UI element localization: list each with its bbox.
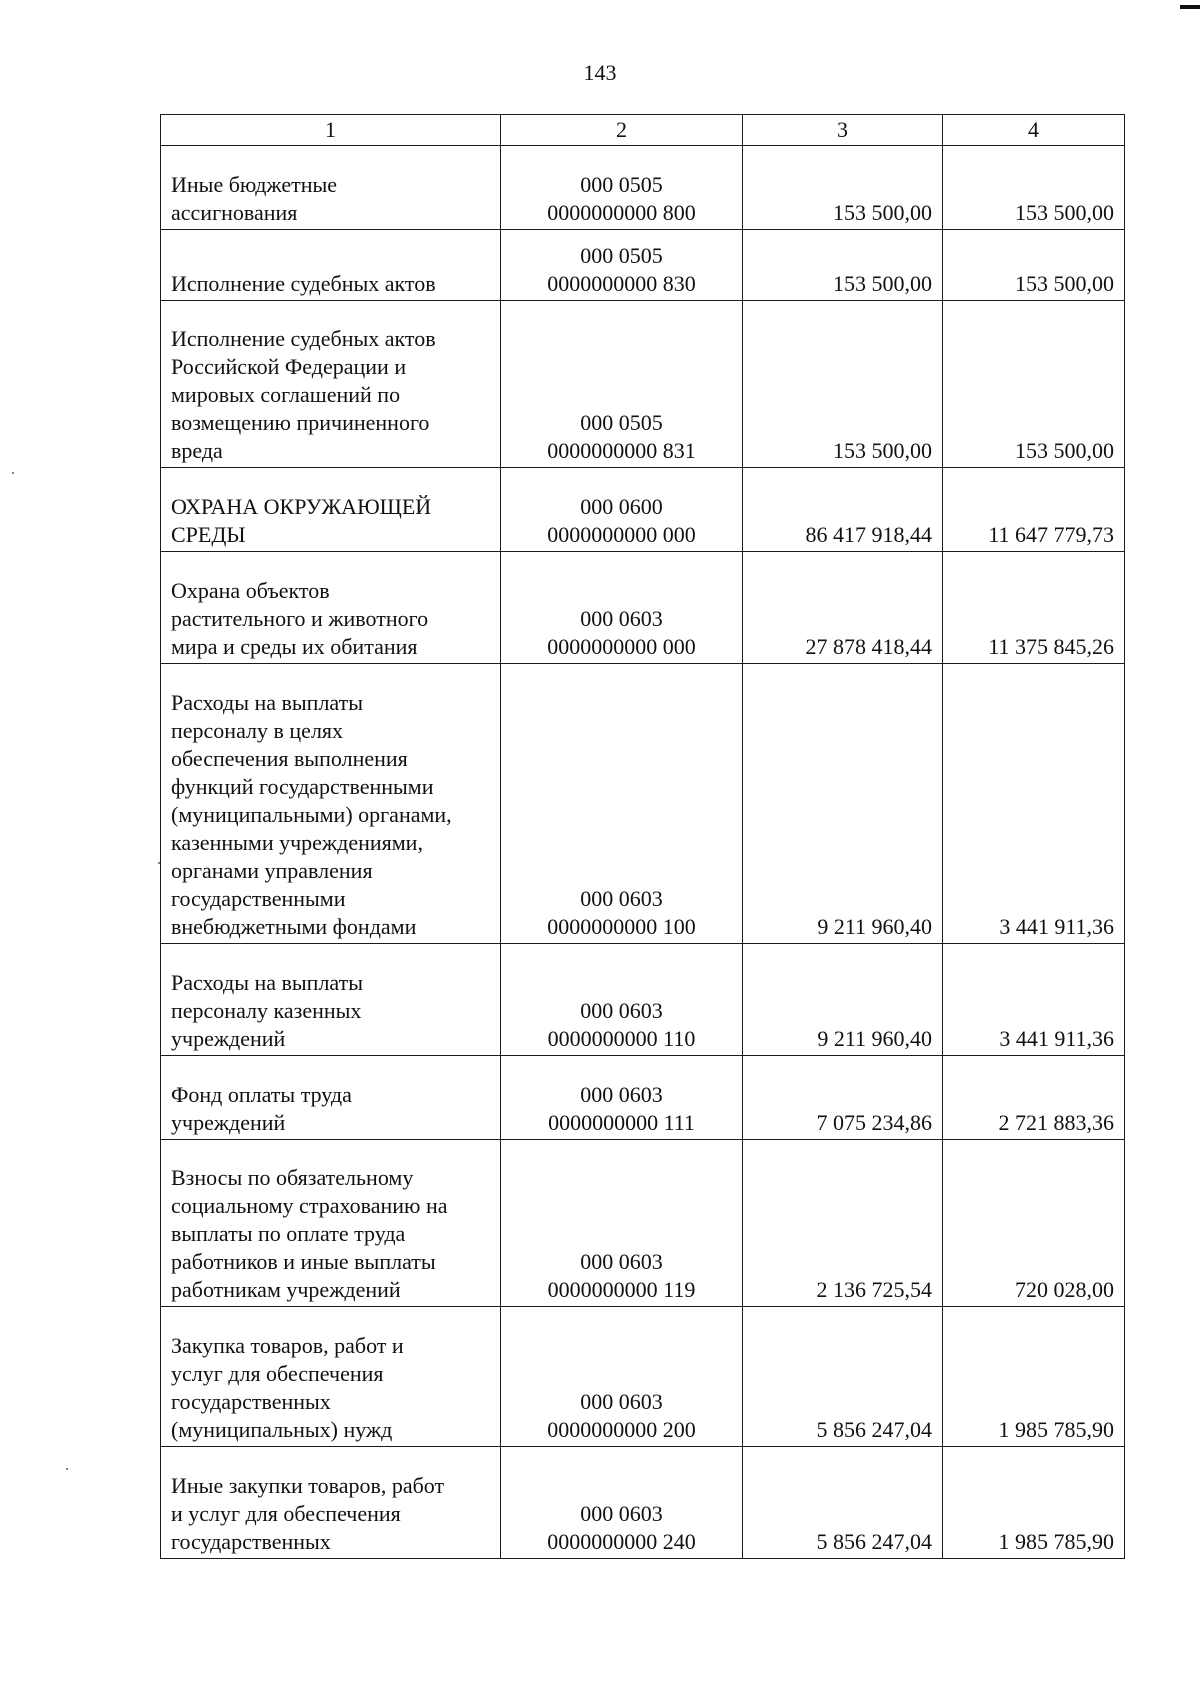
budget-code-cell (501, 1447, 743, 1559)
item-name-cell (161, 552, 501, 664)
budget-code-cell (501, 944, 743, 1056)
item-name-line: Исполнение судебных актов (171, 326, 436, 351)
item-name-line: государственными (171, 886, 346, 911)
amount-col4-cell: 1 985 785,90 (943, 1307, 1125, 1447)
amount-col3-cell: 9 211 960,40 (743, 944, 943, 1056)
table-row (161, 552, 1125, 664)
amount-col4-cell: 153 500,00 (943, 146, 1125, 230)
item-name-line: Закупка товаров, работ и (171, 1333, 404, 1358)
item-name-line: (муниципальных) нужд (171, 1417, 393, 1442)
amount-col4-cell: 153 500,00 (943, 301, 1125, 468)
table-row (161, 146, 1125, 230)
budget-code-line: 0000000000 200 (547, 1417, 696, 1442)
budget-code-line: 0000000000 100 (547, 914, 696, 939)
item-name-line: государственных (171, 1389, 331, 1414)
table-row (161, 1056, 1125, 1140)
amount-col4-cell: 11 647 779,73 (943, 468, 1125, 552)
amount-col3-cell: 7 075 234,86 (743, 1056, 943, 1140)
budget-code-line: 0000000000 830 (547, 271, 696, 296)
header-cell-2: 2 (501, 115, 743, 146)
amount-col4-cell: 3 441 911,36 (943, 944, 1125, 1056)
amount-col3-cell: 5 856 247,04 (743, 1307, 943, 1447)
item-name-line: внебюджетными фондами (171, 914, 417, 939)
budget-code-line: 000 0603 (580, 1501, 663, 1526)
item-name-line: учреждений (171, 1110, 286, 1135)
budget-code-line: 000 0603 (580, 886, 663, 911)
item-name-line: Расходы на выплаты (171, 690, 364, 715)
budget-code-line: 0000000000 831 (547, 438, 696, 463)
item-name-line: казенными учреждениями, (171, 830, 423, 855)
budget-code-line: 0000000000 110 (547, 1026, 696, 1051)
amount-col3-cell: 153 500,00 (743, 146, 943, 230)
item-name-line: учреждений (171, 1026, 286, 1051)
item-name-line: выплаты по оплате труда (171, 1221, 406, 1246)
budget-code-cell (501, 664, 743, 944)
item-name-line: Иные закупки товаров, работ (171, 1473, 445, 1498)
budget-code-line: 000 0505 (580, 410, 663, 435)
header-row (161, 115, 1125, 146)
item-name-line: персоналу в целях (171, 718, 344, 743)
item-name-line: мира и среды их обитания (171, 634, 418, 659)
budget-code-line: 000 0603 (580, 1249, 663, 1274)
amount-col4-cell: 1 985 785,90 (943, 1447, 1125, 1559)
budget-code-cell (501, 1307, 743, 1447)
amount-col4-cell: 153 500,00 (943, 230, 1125, 301)
budget-table (160, 114, 1125, 1559)
budget-code-line: 0000000000 240 (547, 1529, 696, 1554)
budget-code-line: 000 0505 (580, 243, 663, 268)
amount-col3-cell: 153 500,00 (743, 230, 943, 301)
budget-code-line: 0000000000 000 (547, 634, 696, 659)
amount-col4-cell: 3 441 911,36 (943, 664, 1125, 944)
item-name-cell (161, 664, 501, 944)
item-name-line: Охрана объектов (171, 578, 330, 603)
item-name-line: работникам учреждений (171, 1277, 401, 1302)
item-name-line: Фонд оплаты труда (171, 1082, 352, 1107)
item-name-line: государственных (171, 1529, 331, 1554)
item-name-cell (161, 1140, 501, 1307)
item-name-line: ОХРАНА ОКРУЖАЮЩЕЙ (171, 494, 432, 519)
table-row (161, 301, 1125, 468)
item-name-line: социальному страхованию на (171, 1193, 448, 1218)
table-header (161, 115, 1125, 146)
table-body (161, 146, 1125, 1559)
amount-col3-cell: 86 417 918,44 (743, 468, 943, 552)
budget-code-line: 0000000000 111 (548, 1110, 695, 1135)
item-name-cell (161, 1307, 501, 1447)
item-name-line: мировых соглашений по (171, 382, 401, 407)
budget-code-line: 000 0603 (580, 606, 663, 631)
budget-code-line: 000 0603 (580, 1389, 663, 1414)
table-row (161, 664, 1125, 944)
item-name-line: услуг для обеспечения (171, 1361, 384, 1386)
budget-code-line: 000 0603 (580, 1082, 663, 1107)
item-name-cell (161, 1056, 501, 1140)
item-name-line: органами управления (171, 858, 373, 883)
item-name-cell (161, 468, 501, 552)
budget-code-cell (501, 301, 743, 468)
budget-code-line: 0000000000 800 (547, 200, 696, 225)
budget-code-line: 000 0505 (580, 172, 663, 197)
table-row (161, 1140, 1125, 1307)
budget-code-line: 000 0603 (580, 998, 663, 1023)
table-row (161, 230, 1125, 301)
amount-col3-cell: 2 136 725,54 (743, 1140, 943, 1307)
page-number: 143 (583, 60, 617, 85)
item-name-line: обеспечения выполнения (171, 746, 408, 771)
item-name-cell (161, 230, 501, 301)
scan-edge-mark (1180, 5, 1200, 9)
amount-col3-cell: 27 878 418,44 (743, 552, 943, 664)
item-name-line: ассигнования (171, 200, 298, 225)
item-name-line: Российской Федерации и (171, 354, 407, 379)
scan-speck (66, 1468, 68, 1470)
item-name-line: Иные бюджетные (171, 172, 338, 197)
item-name-line: персоналу казенных (171, 998, 362, 1023)
table-row (161, 1447, 1125, 1559)
item-name-line: Расходы на выплаты (171, 970, 364, 995)
item-name-line: Взносы по обязательному (171, 1165, 414, 1190)
amount-col4-cell: 720 028,00 (943, 1140, 1125, 1307)
item-name-line: функций государственными (171, 774, 434, 799)
budget-code-cell (501, 146, 743, 230)
scan-speck (12, 472, 14, 474)
table-row (161, 468, 1125, 552)
budget-code-cell (501, 468, 743, 552)
table-row (161, 1307, 1125, 1447)
budget-code-line: 000 0600 (580, 494, 663, 519)
amount-col3-cell: 153 500,00 (743, 301, 943, 468)
item-name-cell (161, 944, 501, 1056)
header-cell-4: 4 (943, 115, 1125, 146)
item-name-cell (161, 1447, 501, 1559)
item-name-cell (161, 146, 501, 230)
table-row (161, 944, 1125, 1056)
budget-code-cell (501, 1140, 743, 1307)
amount-col3-cell: 5 856 247,04 (743, 1447, 943, 1559)
item-name-line: работников и иные выплаты (171, 1249, 436, 1274)
budget-code-cell (501, 230, 743, 301)
amount-col3-cell: 9 211 960,40 (743, 664, 943, 944)
amount-col4-cell: 11 375 845,26 (943, 552, 1125, 664)
item-name-line: СРЕДЫ (171, 522, 246, 547)
item-name-line: вреда (171, 438, 223, 463)
budget-code-line: 0000000000 000 (547, 522, 696, 547)
item-name-line: Исполнение судебных актов (171, 271, 436, 296)
budget-code-cell (501, 552, 743, 664)
item-name-cell (161, 301, 501, 468)
item-name-line: (муниципальными) органами, (171, 802, 452, 827)
item-name-line: растительного и животного (171, 606, 429, 631)
budget-code-line: 0000000000 119 (547, 1277, 696, 1302)
amount-col4-cell: 2 721 883,36 (943, 1056, 1125, 1140)
item-name-line: и услуг для обеспечения (171, 1501, 401, 1526)
budget-code-cell (501, 1056, 743, 1140)
header-cell-1: 1 (161, 115, 501, 146)
item-name-line: возмещению причиненного (171, 410, 430, 435)
header-cell-3: 3 (743, 115, 943, 146)
